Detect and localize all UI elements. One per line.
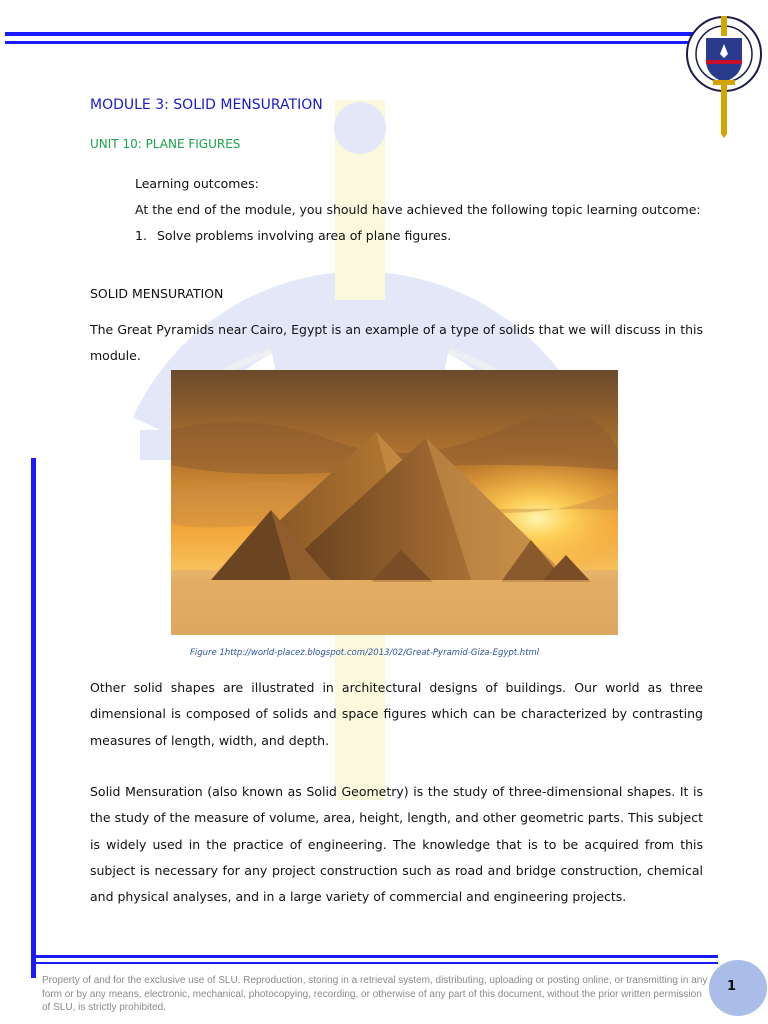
copyright-notice: Property of and for the exclusive use of SLU. Reproduction, storing in a retrieval system, distributing, uploading or posting online, or transmitting in any form or by any means, electronic, mechanical, photocopying, recording, or otherwise of any part of this document, without the prior written permission of SLU, is strictly prohibited.: [42, 975, 708, 1013]
unit-title: UNIT 10: PLANE FIGURES: [90, 137, 241, 151]
pyramids-photo: [171, 370, 618, 635]
learning-outcomes: [135, 171, 701, 249]
university-seal: [684, 14, 764, 138]
outcomes-heading: Learning outcomes:: [135, 176, 259, 191]
outcome-number: 1.: [135, 228, 147, 243]
outcome-item: [135, 223, 701, 249]
header-rule-top: [5, 32, 695, 36]
header-rule-bottom: [5, 41, 695, 44]
module-title: MODULE 3: SOLID MENSURATION: [90, 97, 323, 113]
body-paragraph-1: Other solid shapes are illustrated in architectural designs of buildings. Our world as three dimensional is composed of solids and space figures which can be characterized by contrasting measures of length, width, and depth.: [90, 680, 703, 748]
figure-caption: Figure 1http://world-placez.blogspot.com/2013/02/Great-Pyramid-Giza-Egypt.html: [190, 648, 540, 658]
page-number: 1: [726, 979, 737, 994]
outcomes-intro: At the end of the module, you should have achieved the following topic learning outcome:: [135, 202, 701, 217]
outcome-text: Solve problems involving area of plane figures.: [157, 228, 452, 243]
section-intro: The Great Pyramids near Cairo, Egypt is an example of a type of solids that we will discuss in this module.: [90, 322, 703, 364]
page-number-badge: [709, 960, 767, 1016]
left-margin-rule: [31, 458, 36, 978]
footer-rule-bottom: [36, 962, 718, 964]
body-paragraph-2: Solid Mensuration (also known as Solid Geometry) is the study of three-dimensional shapes. It is the study of the measure of volume, area, height, length, and other geometric parts. This subject is widely used in the practice of engineering. The knowledge that is to be acquired from this subject is necessary for any project construction such as road and bridge construction, chemical and physical analyses, and in a large variety of commercial and engineering projects.: [90, 784, 703, 905]
footer-rule-top: [36, 955, 718, 958]
section-title: SOLID MENSURATION: [90, 286, 224, 301]
